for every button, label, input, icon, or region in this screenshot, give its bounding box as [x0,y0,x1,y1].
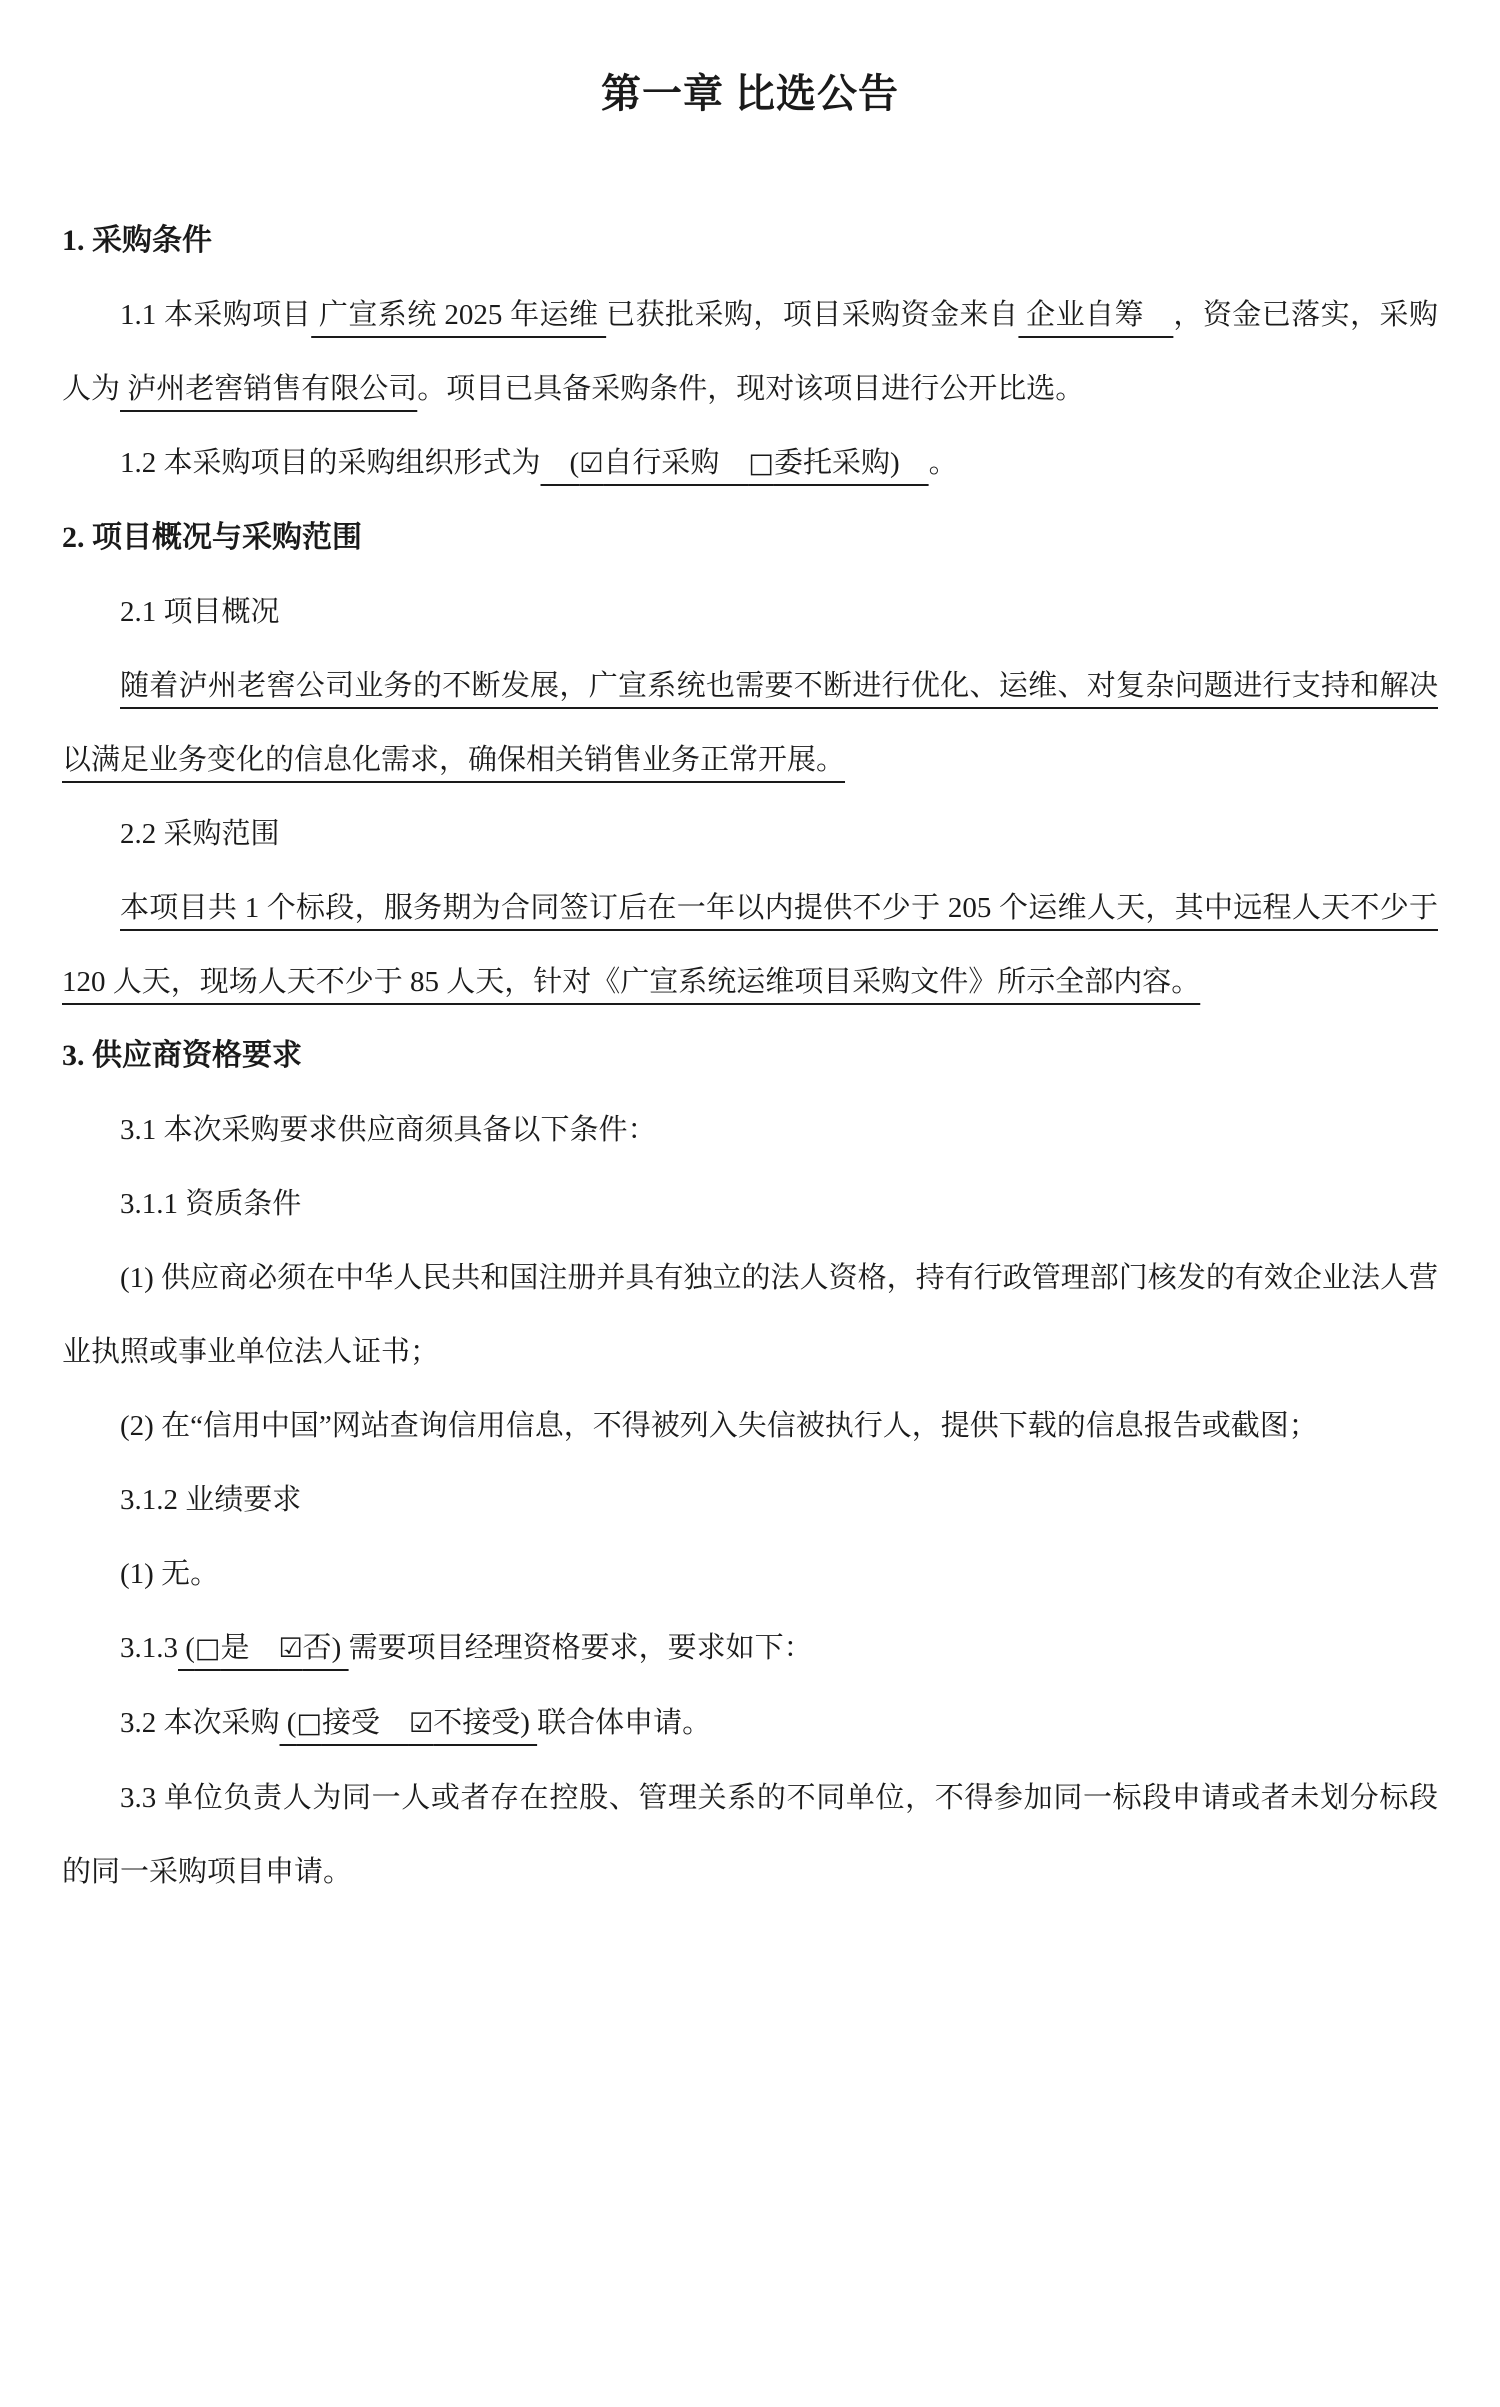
blank-org-form [541,447,929,479]
para-3-1: 3.1 本次采购要求供应商须具备以下条件： [120,1114,657,1146]
subheading-3-1-2: 3.1.2 业绩要求 [120,1484,302,1516]
para-3-1-3 [62,1611,1438,1686]
text-run: 自行采购 [603,447,749,479]
text-run: 联合体申请。 [537,1707,712,1739]
para-3-2 [62,1686,1438,1761]
section-heading-supplier-qualification: 3. 供应商资格要求 [62,1039,302,1072]
subheading-2-2: 2.2 采购范围 [120,818,280,850]
para-qualification-item-2: (2) 在“信用中国”网站查询信用信息，不得被列入失信被执行人，提供下载的信息报告或截图； [120,1410,1318,1442]
section-project-overview-scope [62,501,1438,1019]
subheading-3-1-1: 3.1.1 资质条件 [120,1188,302,1220]
text-run: ( [540,447,580,479]
text-run: 1.1 本采购项目 [120,299,312,331]
para-1-1 [62,278,1438,426]
checkbox-unchecked-icon: □ [296,1708,322,1739]
section-purchase-conditions [62,204,1438,501]
para-qualification-item-1: (1) 供应商必须在中华人民共和国注册并具有独立的法人资格，持有行政管理部门核发的有效企业法人营业执照或事业单位法人证书； [62,1262,1438,1368]
blank-pm-requirement-choice [178,1632,349,1664]
text-run: 不接受) [433,1707,538,1739]
text-run: 3.1.3 [120,1632,178,1664]
checkbox-checked-icon: ☑ [579,448,604,479]
text-run: 接受 [321,1707,409,1739]
underlined-scope-text: 本项目共 1 个标段，服务期为合同签订后在一年以内提供不少于 205 个运维人天，其中远程人天不少于 120 人天，现场人天不少于 85 人天，针对《广宣系统运维项目采购文件》所示全部内容。 [62,892,1438,998]
para-3-3: 3.3 单位负责人为同一人或者存在控股、管理关系的不同单位，不得参加同一标段申请或者未划分标段的同一采购项目申请。 [62,1782,1438,1888]
text-run: ( [178,1632,195,1664]
underlined-overview-text: 随着泸州老窖公司业务的不断发展，广宣系统也需要不断进行优化、运维、对复杂问题进行支持和解决以满足业务变化的信息化需求，确保相关销售业务正常开展。 [62,670,1438,776]
text-run: 已获批采购，项目采购资金来自 [606,299,1019,331]
text-run: 。项目已具备采购条件，现对该项目进行公开比选。 [417,373,1085,405]
para-1-2 [62,426,1438,501]
blank-project-name: 广宣系统 2025 年运维 [311,299,607,331]
para-performance-item-1: (1) 无。 [120,1558,220,1590]
subheading-2-1: 2.1 项目概况 [120,596,280,628]
text-run: 1.2 本采购项目的采购组织形式为 [120,447,541,479]
text-run: 是 [220,1632,279,1664]
section-heading-project-overview: 2. 项目概况与采购范围 [62,521,362,554]
text-run: ( [279,1707,297,1739]
text-run: 。 [928,447,958,479]
section-heading-purchase-conditions: 1. 采购条件 [62,224,212,257]
text-run: 3.2 本次采购 [120,1707,280,1739]
blank-fund-source: 企业自筹 [1018,299,1174,331]
doc-title: 第一章 比选公告 [601,71,899,116]
section-supplier-qualification [62,1019,1438,1909]
text-run: 否) [302,1632,349,1664]
para-project-overview [62,649,1438,797]
text-run: 委托采购) [773,447,929,479]
text-run: 需要项目经理资格要求，要求如下： [348,1632,813,1664]
blank-purchaser-name: 泸州老窖销售有限公司 [120,373,418,405]
blank-consortium-choice [280,1707,538,1739]
checkbox-checked-icon: ☑ [278,1633,303,1664]
text-run: ，资金已落实，采购人为 [62,299,1438,405]
checkbox-checked-icon: ☑ [408,1708,434,1739]
checkbox-unchecked-icon: □ [748,448,774,479]
checkbox-unchecked-icon: □ [194,1633,221,1664]
para-procurement-scope [62,871,1438,1019]
